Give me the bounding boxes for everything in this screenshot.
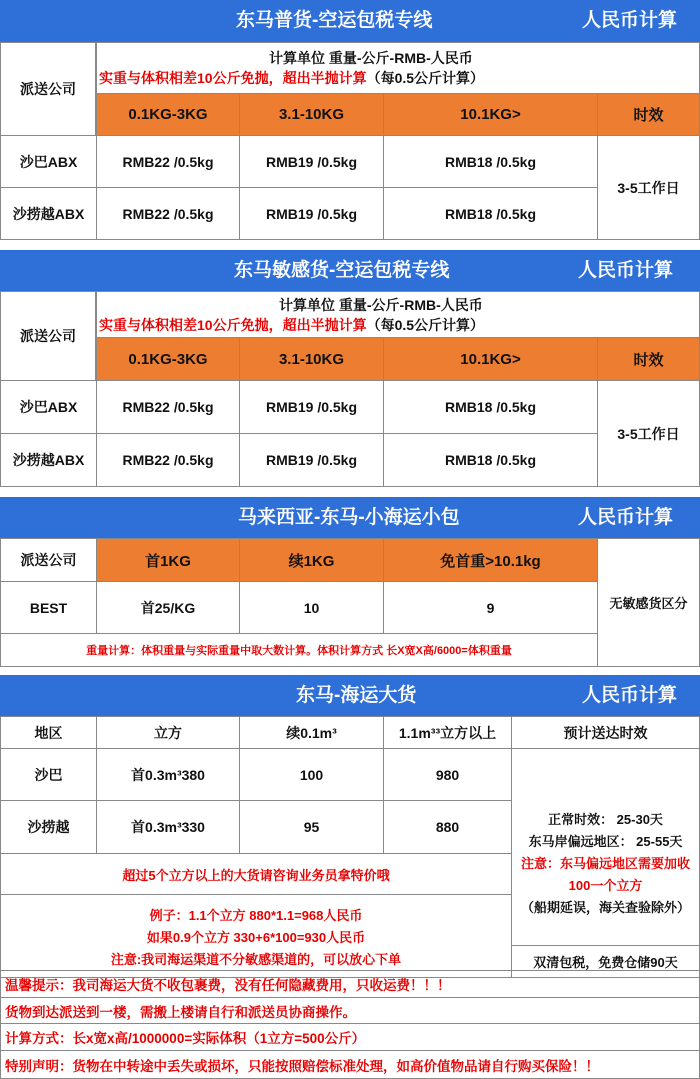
- section2-header-col2: 3.1-10KG: [239, 337, 384, 381]
- section3-currency: 人民币计算: [578, 507, 674, 528]
- section2-rule-red: 实重与体积相差10公斤免抛，超出半抛计算: [99, 316, 367, 333]
- section1-company-label: 派送公司: [0, 42, 96, 136]
- section3-header-company: 派送公司: [0, 538, 97, 582]
- section4-row2-name: 沙捞越: [0, 800, 97, 854]
- section4-eta-note2: 100一个立方: [568, 878, 643, 893]
- section1-row1-name: 沙巴ABX: [0, 135, 97, 188]
- section3-row-name: BEST: [0, 581, 97, 634]
- section4-row1-cont: 100: [239, 748, 384, 801]
- section2-note: [96, 291, 700, 338]
- section4-row1-first: 首0.3m³380: [96, 748, 240, 801]
- section4-row2-cont: 95: [239, 800, 384, 854]
- section3-title: 马来西亚-东马-小海运小包: [238, 507, 460, 528]
- notice-special-statement: 特别声明：货物在中转途中丢失或损坏，只能按照赔偿标准处理，如高价值物品请自行购买保险！！: [0, 1050, 700, 1079]
- section2-row2-name: 沙捞越ABX: [0, 433, 97, 487]
- section1-header: [0, 0, 700, 42]
- section1-header-col1: 0.1KG-3KG: [96, 93, 240, 136]
- section2-header-col3: 10.1KG>: [383, 337, 598, 381]
- section1-row1-p1: RMB22 /0.5kg: [96, 135, 240, 188]
- section4-row1-name: 沙巴: [0, 748, 97, 801]
- section1-row2-p1: RMB22 /0.5kg: [96, 187, 240, 240]
- section4-header-over: 1.1m³³立方以上: [383, 716, 512, 749]
- section1-title: 东马普货-空运包税专线: [236, 10, 433, 31]
- section2-row2-p2: RMB19 /0.5kg: [239, 433, 384, 487]
- section1-header-col3: 10.1KG>: [383, 93, 598, 136]
- section4-example1: 例子：1.1个立方 880*1.1=968人民币: [149, 907, 363, 923]
- section2-row1-name: 沙巴ABX: [0, 380, 97, 434]
- section2-row1-p1: RMB22 /0.5kg: [96, 380, 240, 434]
- section4-eta-box: [511, 748, 700, 946]
- section2-title: 东马敏感货-空运包税专线: [234, 260, 450, 281]
- section4-header-cube: 立方: [96, 716, 240, 749]
- section4-header: [0, 675, 700, 717]
- section1-rule-black: （每0.5公斤计算）: [366, 70, 485, 86]
- section3-header-free: 免首重>10.1kg: [383, 538, 598, 582]
- section4-row2-over: 880: [383, 800, 512, 854]
- section1-row2-name: 沙捞越ABX: [0, 187, 97, 240]
- notice-no-hidden-fee: 温馨提示：我司海运大货不收包裹费，没有任何隐藏费用，只收运费！！！: [0, 970, 700, 998]
- section4-header-eta: 预计送达时效: [511, 716, 700, 749]
- section2-header-eta: 时效: [597, 337, 700, 381]
- notice-volume-formula: 计算方式：长x宽x高/1000000=实际体积（1立方=500公斤）: [0, 1023, 700, 1051]
- section2-row2-p3: RMB18 /0.5kg: [383, 433, 598, 487]
- section3-side-note: 无敏感货区分: [597, 538, 700, 667]
- section3-row-first: 首25/KG: [96, 581, 240, 634]
- section2-row1-p2: RMB19 /0.5kg: [239, 380, 384, 434]
- section3-weight-note: 重量计算：体积重量与实际重量中取大数计算。体积计算方式 长X宽X高/6000=体积重量: [0, 633, 598, 667]
- section2-rule-black: （每0.5公斤计算）: [366, 316, 485, 333]
- section1-row2-p2: RMB19 /0.5kg: [239, 187, 384, 240]
- section4-example3: 注意:我司海运渠道不分敏感渠道的，可以放心下单: [110, 951, 402, 967]
- section4-title: 东马-海运大货: [296, 685, 417, 706]
- section4-row2-first: 首0.3m³330: [96, 800, 240, 854]
- section4-example2: 如果0.9个立方 330+6*100=930人民币: [146, 929, 366, 945]
- section3-header-first: 首1KG: [96, 538, 240, 582]
- section1-row1-p3: RMB18 /0.5kg: [383, 135, 598, 188]
- section4-eta-note1: 注意：东马偏远地区需要加收: [520, 856, 690, 871]
- section2-header-col1: 0.1KG-3KG: [96, 337, 240, 381]
- section3-row-free: 9: [383, 581, 598, 634]
- section2-eta: 3-5工作日: [597, 380, 700, 487]
- section2-row1-p3: RMB18 /0.5kg: [383, 380, 598, 434]
- section2-row2-p1: RMB22 /0.5kg: [96, 433, 240, 487]
- section1-rule-red: 实重与体积相差10公斤免抛，超出半抛计算: [99, 70, 367, 86]
- section4-big-cargo-note: 超过5个立方以上的大货请咨询业务员拿特价哦: [0, 853, 512, 895]
- section1-unit-note: 计算单位 重量-公斤-RMB-人民币: [269, 50, 473, 66]
- section4-eta-remote: 东马岸偏远地区： 25-55天: [528, 834, 683, 849]
- section4-currency: 人民币计算: [582, 685, 678, 706]
- section1-row2-p3: RMB18 /0.5kg: [383, 187, 598, 240]
- section4-clearance: 双清包税，免费仓储90天: [511, 945, 700, 978]
- section4-examples: [0, 894, 512, 978]
- section4-eta-note3: （船期延误，海关查验除外）: [520, 900, 690, 915]
- section4-eta-normal: 正常时效： 25-30天: [548, 812, 663, 827]
- section1-row1-p2: RMB19 /0.5kg: [239, 135, 384, 188]
- section3-header-cont: 续1KG: [239, 538, 384, 582]
- section4-row1-over: 980: [383, 748, 512, 801]
- section4-header-cont: 续0.1m³: [239, 716, 384, 749]
- section4-header-region: 地区: [0, 716, 97, 749]
- section2-unit-note: 计算单位 重量-公斤-RMB-人民币: [279, 296, 483, 313]
- notice-delivery-floor: 货物到达派送到一楼，需搬上楼请自行和派送员协商操作。: [0, 997, 700, 1024]
- section2-currency: 人民币计算: [578, 260, 674, 281]
- section3-header: [0, 497, 700, 539]
- section1-header-eta: 时效: [597, 93, 700, 136]
- section1-eta: 3-5工作日: [597, 135, 700, 240]
- section2-company-label: 派送公司: [0, 291, 96, 381]
- section1-header-col2: 3.1-10KG: [239, 93, 384, 136]
- section1-currency: 人民币计算: [582, 10, 678, 31]
- section1-note: [96, 42, 700, 94]
- section2-header: [0, 250, 700, 292]
- section3-row-cont: 10: [239, 581, 384, 634]
